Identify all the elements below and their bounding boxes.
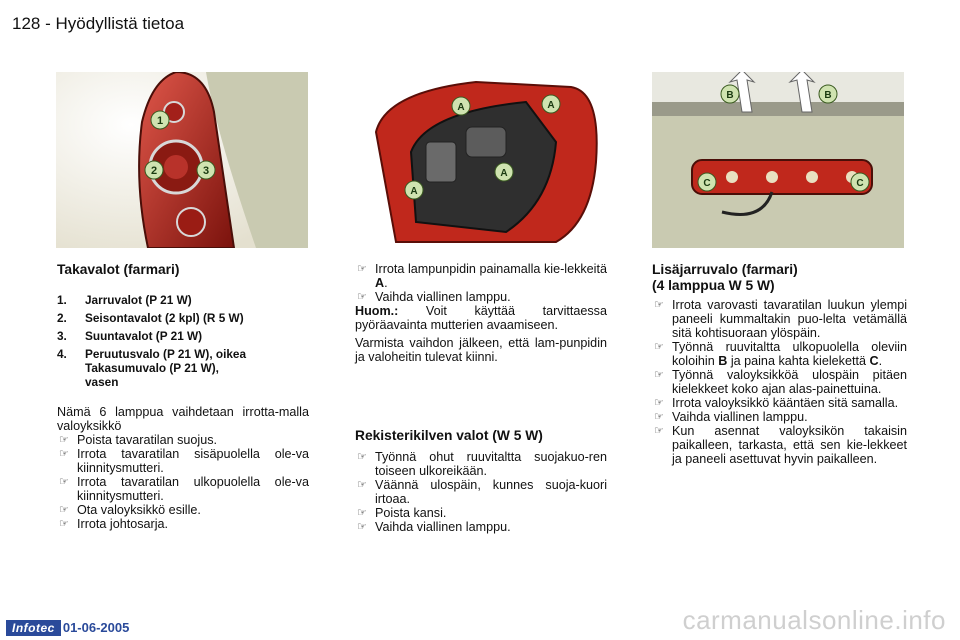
holder-steps bbox=[355, 262, 607, 304]
list-item: ☞ Irrota varovasti tavaratilan luukun ylempi paneeli kummaltakin puo-lelta vetämällä sitä kohtisuoraan ylöspäin. bbox=[654, 298, 907, 340]
list-item: ☞ Irrota valoyksikkö kääntäen sitä samalla. bbox=[654, 396, 899, 410]
finger-icon: ☞ bbox=[654, 299, 664, 311]
list-item: ☞ Vaihda viallinen lamppu. bbox=[654, 410, 808, 424]
check-paragraph: Varmista vaihdon jälkeen, että lam-punpidin ja valoheitin tulevat kiinni. bbox=[355, 336, 607, 364]
brake-label-c2: C bbox=[856, 178, 864, 189]
list-item: ☞ Irrota johtosarja. bbox=[59, 517, 168, 531]
plate-steps bbox=[355, 450, 607, 534]
edition-date: 01-06-2005 bbox=[62, 620, 130, 636]
brake-light-heading: Lisäjarruvalo (farmari) (4 lamppua W 5 W) bbox=[652, 262, 798, 293]
finger-icon: ☞ bbox=[357, 507, 367, 519]
note: Huom.: Voit käyttää tarvittaessa pyöräavainta mutterien avaamiseen. bbox=[355, 304, 607, 332]
rear-lamps-steps bbox=[57, 433, 309, 531]
brake-label-b2: B bbox=[824, 90, 832, 101]
lamp-label-2: 2 bbox=[150, 165, 158, 177]
page-number: 128 bbox=[12, 14, 41, 33]
finger-icon: ☞ bbox=[654, 369, 664, 381]
list-item: ☞ Työnnä ruuvitaltta ulkopuolella oleviin koloihin B ja paina kahta kielekettä C. bbox=[654, 340, 907, 368]
list-item: ☞ Väännä ulospäin, kunnes suoja-kuori irtoaa. bbox=[357, 478, 607, 506]
finger-icon: ☞ bbox=[654, 341, 664, 353]
list-item: ☞ Työnnä ohut ruuvitaltta suojakuo-ren toiseen ulkoreikään. bbox=[357, 450, 607, 478]
footer bbox=[6, 619, 129, 635]
finger-icon: ☞ bbox=[654, 397, 664, 409]
list-item: ☞ Irrota lampunpidin painamalla kie-lekkeitä A. bbox=[357, 262, 607, 290]
list-item: ☞ Vaihda viallinen lamppu. bbox=[357, 520, 511, 534]
brake-light-illustration bbox=[652, 72, 904, 248]
holder-label-a1: A bbox=[457, 102, 465, 113]
column-rear-lamps bbox=[57, 262, 309, 531]
lamp-holder-figure bbox=[356, 72, 606, 248]
watermark: carmanualsonline.info bbox=[682, 605, 946, 635]
finger-icon: ☞ bbox=[59, 504, 69, 516]
header-separator: - bbox=[45, 14, 51, 33]
list-item: ☞ Irrota tavaratilan sisäpuolella ole-va kiinnitysmutteri. bbox=[59, 447, 309, 475]
finger-icon: ☞ bbox=[357, 291, 367, 303]
finger-icon: ☞ bbox=[59, 434, 69, 446]
brake-label-c1: C bbox=[703, 178, 711, 189]
finger-icon: ☞ bbox=[59, 448, 69, 460]
list-item: 3. Suuntavalot (P 21 W) bbox=[57, 329, 203, 343]
page-header bbox=[12, 14, 184, 34]
plate-lamps-heading: Rekisterikilven valot (W 5 W) bbox=[355, 428, 543, 443]
lamp-holder-illustration bbox=[356, 72, 606, 248]
column-third-brake bbox=[652, 262, 907, 466]
list-item: 1. Jarruvalot (P 21 W) bbox=[57, 293, 192, 307]
list-item: ☞ Työnnä valoyksikköä ulospäin pitäen kielekkeet koko ajan alas-painettuina. bbox=[654, 368, 907, 396]
list-item: 4. Peruutusvalo (P 21 W), oikea Takasumuvalo (P 21 W), vasen bbox=[57, 347, 247, 389]
list-item: ☞ Ota valoyksikkö esille. bbox=[59, 503, 201, 517]
finger-icon: ☞ bbox=[654, 411, 664, 423]
list-item: ☞ Poista kansi. bbox=[357, 506, 447, 520]
rear-lamps-intro: Nämä 6 lamppua vaihdetaan irrotta-malla valoyksikkö bbox=[57, 405, 309, 433]
rear-lamps-heading: Takavalot (farmari) bbox=[57, 262, 180, 277]
lamp-label-1: 1 bbox=[156, 115, 164, 127]
finger-icon: ☞ bbox=[59, 518, 69, 530]
list-item: ☞ Vaihda viallinen lamppu. bbox=[357, 290, 511, 304]
finger-icon: ☞ bbox=[357, 479, 367, 491]
list-item: ☞ Kun asennat valoyksikön takaisin paikalleen, tarkasta, että sen kie-lekkeet ja paneeli asettuvat hyvin paikalleen. bbox=[654, 424, 907, 466]
list-item: ☞ Poista tavaratilan suojus. bbox=[59, 433, 218, 447]
brake-light-figure bbox=[652, 72, 904, 248]
infotec-logo: Infotec bbox=[6, 620, 61, 636]
section-title: Hyödyllistä tietoa bbox=[55, 14, 185, 33]
finger-icon: ☞ bbox=[357, 521, 367, 533]
lamp-label-3: 3 bbox=[202, 165, 210, 177]
finger-icon: ☞ bbox=[357, 263, 367, 275]
finger-icon: ☞ bbox=[654, 425, 664, 437]
list-item: ☞ Irrota tavaratilan ulkopuolella ole-va kiinnitysmutteri. bbox=[59, 475, 309, 503]
rear-lamp-figure bbox=[56, 72, 308, 248]
finger-icon: ☞ bbox=[357, 451, 367, 463]
bulb-list bbox=[57, 293, 309, 389]
list-item: 2. Seisontavalot (2 kpl) (R 5 W) bbox=[57, 311, 244, 325]
finger-icon: ☞ bbox=[59, 476, 69, 488]
brake-label-b1: B bbox=[726, 90, 734, 101]
holder-label-a3: A bbox=[410, 186, 418, 197]
brake-steps bbox=[652, 298, 907, 466]
holder-label-a2: A bbox=[547, 100, 555, 111]
rear-lamp-illustration bbox=[56, 72, 308, 248]
column-holder-plate bbox=[355, 262, 607, 534]
holder-label-a4: A bbox=[500, 168, 508, 179]
